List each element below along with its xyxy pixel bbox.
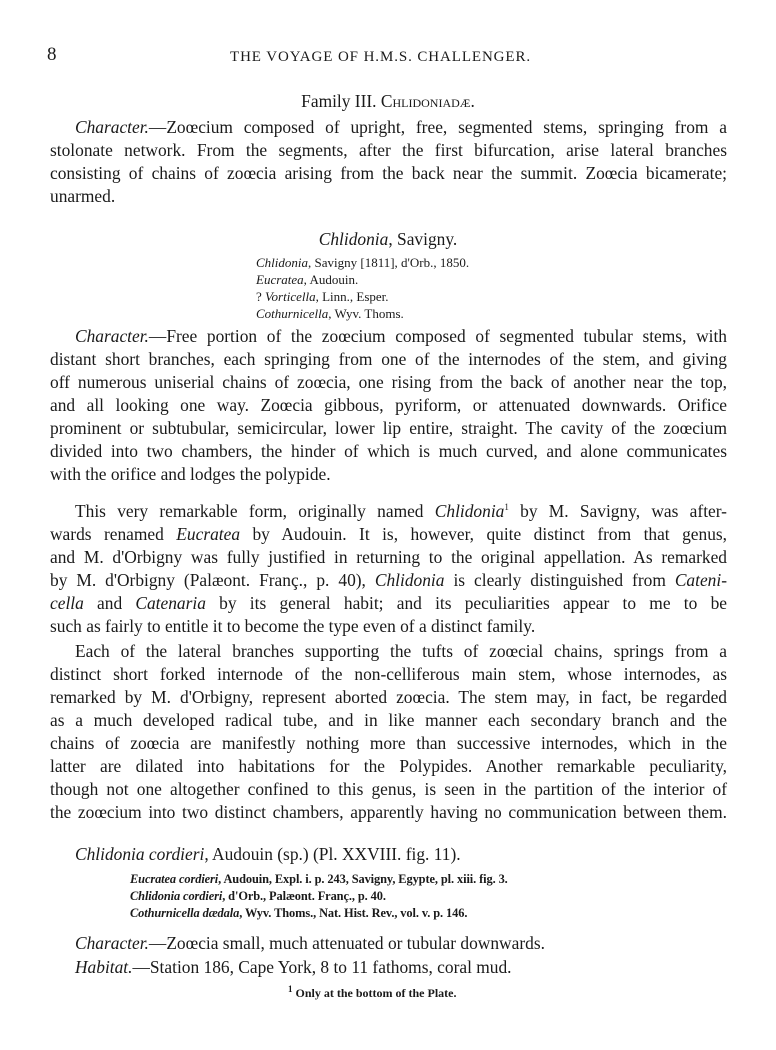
species-name: Chlidonia cordieri bbox=[75, 844, 205, 864]
text-line: cella and Catenaria by its general habit; and its peculiarities appear to me to be bbox=[50, 593, 727, 613]
text-line: unarmed. bbox=[50, 186, 116, 206]
species-character: Character.—Zoœcia small, much attenuated or tubular downwards. bbox=[75, 933, 545, 953]
page-number: 8 bbox=[47, 44, 57, 65]
text-line: Character.—Free portion of the zoœcium composed of segmented tubular stems, with bbox=[75, 326, 727, 346]
character-label: Character. bbox=[75, 933, 149, 953]
text-line: as a much developed radical tube, and in like manner each secondary branch and the bbox=[50, 710, 727, 730]
family-heading bbox=[0, 90, 776, 113]
family-name: Chlidoniadæ. bbox=[380, 91, 475, 111]
text-line: consisting of chains of zoœcia arising from the back near the summit. Zoœcia bicamerate; bbox=[50, 163, 727, 183]
character-label: Character. bbox=[75, 326, 149, 346]
text-line: and all looking one way. Zoœcia gibbous, pyriform, or attenuated downwards. Orifice bbox=[50, 395, 727, 415]
text-line: off numerous uniserial chains of zoœcia, one rising from the back of another near the top, bbox=[50, 372, 727, 392]
synonym-line: Cothurnicella dædala, Wyv. Thoms., Nat. Hist. Rev., vol. v. p. 146. bbox=[130, 906, 468, 920]
text-line: This very remarkable form, originally named Chlidonia$^1$ by M. Savigny, was after- bbox=[75, 501, 727, 521]
text-line: by M. d'Orbigny (Palæont. Franç., p. 40), Chlidonia is clearly distinguished from Cateni- bbox=[50, 570, 727, 590]
text-line: distant short branches, each springing from one of the internodes of the stem, and giving bbox=[50, 349, 727, 369]
genus-name: Chlidonia bbox=[318, 229, 389, 249]
text-line: Character.—Zoœcium composed of upright, free, segmented stems, springing from a bbox=[75, 117, 727, 137]
text-line: chains of zoœcia are manifestly nothing more than successive internodes, which in the bbox=[50, 733, 727, 753]
text-line: prominent or subtubular, semicircular, lower lip entire, straight. The cavity of the zoœcium bbox=[50, 418, 727, 438]
footnote-marker: 1 bbox=[288, 984, 293, 994]
text-line: with the orifice and lodges the polypide. bbox=[50, 464, 331, 484]
synonym-line: Eucratea, Audouin. bbox=[256, 272, 359, 287]
synonym-line: Chlidonia cordieri, d'Orb., Palæont. Franç., p. 40. bbox=[130, 889, 386, 903]
genus-heading bbox=[0, 228, 776, 251]
synonym-line: Cothurnicella, Wyv. Thoms. bbox=[256, 306, 404, 321]
text-line: though not one altogether confined to this genus, is seen in the partition of the interior of bbox=[50, 779, 727, 799]
synonym-line: Eucratea cordieri, Audouin, Expl. i. p. 243, Savigny, Egypte, pl. xiii. fig. 3. bbox=[130, 872, 508, 886]
genus-author: , Savigny. bbox=[388, 229, 458, 249]
species-heading: Chlidonia cordieri, Audouin (sp.) (Pl. XXVIII. fig. 11). bbox=[75, 844, 461, 864]
family-prefix: Family III. bbox=[301, 91, 381, 111]
text-line: and M. d'Orbigny was fully justified in returning to the original appellation. As remarked bbox=[50, 547, 727, 567]
text-line: the zoœcium into two distinct chambers, apparently having no communication between them. bbox=[50, 802, 727, 822]
text-line: stolonate network. From the segments, after the first bifurcation, arise lateral branches bbox=[50, 140, 727, 160]
footnote-ref: 1 bbox=[504, 502, 509, 513]
text-line: remarked by M. d'Orbigny, represent aborted zoœcia. The stem may, in fact, be regarded bbox=[50, 687, 727, 707]
character-label: Character. bbox=[75, 117, 149, 137]
text-line: such as fairly to entitle it to become the type even of a distinct family. bbox=[50, 616, 536, 636]
running-title: THE VOYAGE OF H.M.S. CHALLENGER. bbox=[230, 49, 532, 65]
synonym-line: ? Vorticella, Linn., Esper. bbox=[256, 289, 389, 304]
synonym-line: Chlidonia, Savigny [1811], d'Orb., 1850. bbox=[256, 255, 470, 270]
text-line: Each of the lateral branches supporting the tufts of zoœcial chains, springs from a bbox=[75, 641, 727, 661]
text-line: divided into two chambers, the hinder of which is much curved, and alone communicates bbox=[50, 441, 727, 461]
text-line: wards renamed Eucratea by Audouin. It is, however, quite distinct from that genus, bbox=[50, 524, 728, 544]
footnote: $^1$ Only at the bottom of the Plate. bbox=[288, 984, 457, 1000]
habitat-label: Habitat. bbox=[75, 957, 133, 977]
habitat-line: Habitat.—Station 186, Cape York, 8 to 11 fathoms, coral mud. bbox=[75, 957, 512, 977]
text-line: latter are dilated into habitations for the Polypides. Another remarkable peculiarity, bbox=[50, 756, 727, 776]
text-line: distinct short forked internode of the non-celliferous main stem, whose internodes, as bbox=[50, 664, 727, 684]
